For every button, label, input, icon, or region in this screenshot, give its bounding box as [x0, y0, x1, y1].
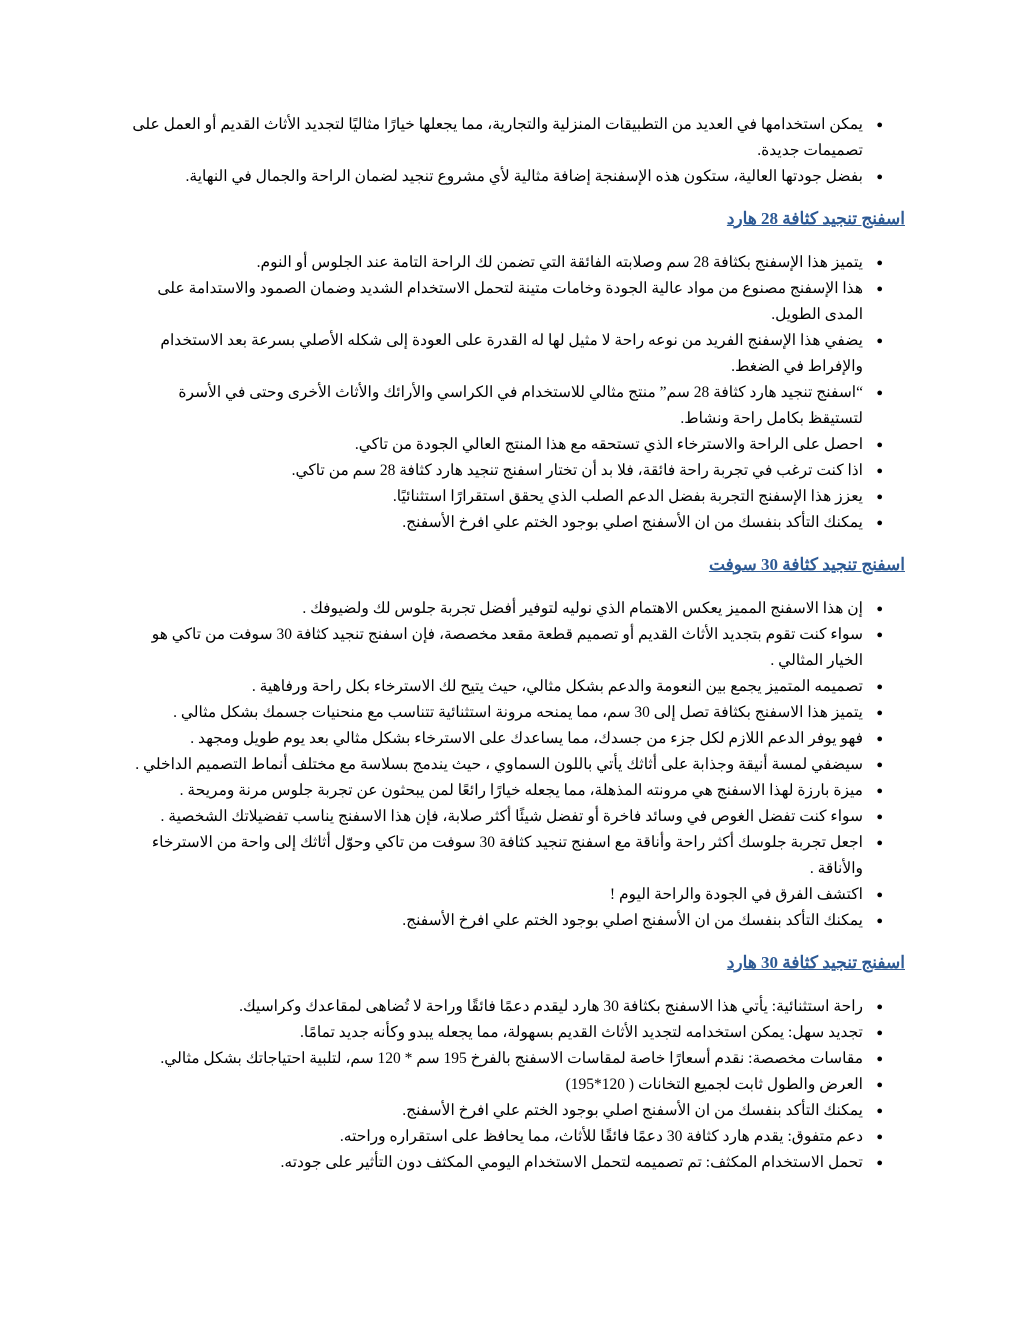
- list-item-text: إن هذا الاسفنج المميز يعكس الاهتمام الذي نوليه لتوفير أفضل تجربة جلوس لك ولضيوفك .: [302, 600, 863, 617]
- bullet-icon: ●: [876, 733, 883, 745]
- list-item-text: هذا الإسفنج مصنوع من مواد عالية الجودة وخامات متينة لتحمل الاستخدام الشديد وضمان الصمود والاستدامة على المدى الطويل.: [157, 280, 863, 323]
- list-item: [120, 804, 905, 830]
- list-item: [120, 726, 905, 752]
- list-item: [120, 1046, 905, 1072]
- list-item: [120, 484, 905, 510]
- list-item-text: مقاسات مخصصة: نقدم أسعارًا خاصة لمقاسات الاسفنج بالفرخ 195 سم * 120 سم، لتلبية احتياجاتك بشكل مثالي.: [160, 1050, 863, 1067]
- list-item-text: يضفي هذا الإسفنج الفريد من نوعه راحة لا مثيل لها له القدرة على العودة إلى شكله الأصلي بسرعة بعد الاستخدام والإفراط في الضغط.: [160, 332, 863, 375]
- bullet-icon: ●: [876, 603, 883, 615]
- list-item-text: يعزز هذا الإسفنج التجربة بفضل الدعم الصلب الذي يحقق استقرارًا استثنائيًا.: [392, 488, 863, 505]
- list-item-text: يمكنك التأكد بنفسك من ان الأسفنج اصلي بوجود الختم علي افرخ الأسفنج.: [402, 1102, 863, 1119]
- list-item-text: يمكن استخدامها في العديد من التطبيقات المنزلية والتجارية، مما يجعلها خيارًا مثاليًا لتجديد الأثاث القديم أو العمل على تصميمات جديدة.: [132, 116, 863, 159]
- list-item-text: سيضفي لمسة أنيقة وجذابة على أثاثك يأتي باللون السماوي ، حيث يندمج بسلاسة مع مختلف أنماط التصميم الداخلي .: [135, 756, 863, 773]
- bullet-icon: ●: [876, 257, 883, 269]
- bullet-icon: ●: [876, 889, 883, 901]
- list-item-text: يتميز هذا الاسفنج بكثافة تصل إلى 30 سم، مما يمنحه مرونة استثنائية تتناسب مع منحنيات جسمك بشكل مثالي .: [173, 704, 863, 721]
- bullet-icon: ●: [876, 1027, 883, 1039]
- list-item-text: اكتشف الفرق في الجودة والراحة اليوم !: [609, 886, 863, 903]
- list-item-text: بفضل جودتها العالية، ستكون هذه الإسفنجة إضافة مثالية لأي مشروع تنجيد لضمان الراحة والجمال في النهاية.: [185, 168, 863, 185]
- list-item-text: تصميمه المتميز يجمع بين النعومة والدعم بشكل مثالي، حيث يتيح لك الاسترخاء بكل راحة ورفاهية .: [251, 678, 863, 695]
- list-item-text: سواء كنت تقوم بتجديد الأثاث القديم أو تصميم قطعة مقعد مخصصة، فإن اسفنج تنجيد كثافة 30 سوفت من تاكي هو الخيار المثالي .: [151, 626, 863, 669]
- bullet-icon: ●: [876, 1157, 883, 1169]
- list-item: [120, 908, 905, 934]
- list-item: [120, 778, 905, 804]
- list-item-text: اجعل تجربة جلوسك أكثر راحة وأناقة مع اسفنج تنجيد كثافة 30 سوفت من تاكي وحوّل أثاثك إلى واحة من الاسترخاء والأناقة .: [151, 834, 863, 877]
- list-item: [120, 674, 905, 700]
- bullet-icon: ●: [876, 517, 883, 529]
- list-item-text: اذا كنت ترغب في تجربة راحة فائقة، فلا بد أن تختار اسفنج تنجيد هارد كثافة 28 سم من تاكي.: [291, 462, 863, 479]
- list-item: [120, 1020, 905, 1046]
- bullet-icon: ●: [876, 119, 883, 131]
- bullet-icon: ●: [876, 335, 883, 347]
- bullet-icon: ●: [876, 915, 883, 927]
- bullet-icon: ●: [876, 1131, 883, 1143]
- bullet-icon: ●: [876, 759, 883, 771]
- list-item: [120, 596, 905, 622]
- list-item: [120, 1072, 905, 1098]
- list-item-text: سواء كنت تفضل الغوص في وسائد فاخرة أو تفضل شيئًا أكثر صلابة، فإن هذا الاسفنج يناسب تفضيلاتك الشخصية .: [160, 808, 863, 825]
- list-item-text: راحة استثنائية: يأتي هذا الاسفنج بكثافة 30 هارد ليقدم دعمًا فائقًا وراحة لا تُضاهى لمقاعدك وكراسيك.: [239, 998, 863, 1015]
- section-30-hard-bullet-list: [120, 994, 905, 1176]
- list-item-text: ميزة بارزة لهذا الاسفنج هي مرونته المذهلة، مما يجعله خيارًا رائعًا لمن يبحثون عن تجربة جلوس مرنة ومريحة .: [179, 782, 863, 799]
- bullet-icon: ●: [876, 629, 883, 641]
- list-item-text: يتميز هذا الإسفنج بكثافة 28 سم وصلابته الفائقة التي تضمن لك الراحة التامة عند الجلوس أو النوم.: [256, 254, 863, 271]
- section-30-soft-bullet-list: [120, 596, 905, 934]
- list-item: [120, 164, 905, 190]
- bullet-icon: ●: [876, 785, 883, 797]
- bullet-icon: ●: [876, 465, 883, 477]
- list-item: [120, 328, 905, 380]
- bullet-icon: ●: [876, 1105, 883, 1117]
- list-item-text: “اسفنج تنجيد هارد كثافة 28 سم” منتج مثالي للاستخدام في الكراسي والأرائك والأثاث الأخرى وحتى في الأسرة لتستيقظ بكامل راحة ونشاط.: [178, 384, 863, 427]
- document-page: [120, 112, 905, 1176]
- list-item: [120, 1124, 905, 1150]
- list-item: [120, 250, 905, 276]
- list-item: [120, 994, 905, 1020]
- list-item: [120, 1150, 905, 1176]
- list-item-text: تجديد سهل: يمكن استخدامه لتجديد الأثاث القديم بسهولة، مما يجعله يبدو وكأنه جديد تمامًا.: [300, 1024, 863, 1041]
- list-item: [120, 700, 905, 726]
- bullet-icon: ●: [876, 837, 883, 849]
- list-item: [120, 458, 905, 484]
- bullet-icon: ●: [876, 283, 883, 295]
- bullet-icon: ●: [876, 707, 883, 719]
- list-item: [120, 882, 905, 908]
- bullet-icon: ●: [876, 1079, 883, 1091]
- list-item: [120, 276, 905, 328]
- list-item: [120, 830, 905, 882]
- list-item-text: احصل على الراحة والاسترخاء الذي تستحقه مع هذا المنتج العالي الجودة من تاكي.: [354, 436, 863, 453]
- bullet-icon: ●: [876, 811, 883, 823]
- list-item-text: العرض والطول ثابت لجميع التخانات ( 120*195): [565, 1076, 863, 1093]
- list-item: [120, 622, 905, 674]
- list-item: [120, 510, 905, 536]
- bullet-icon: ●: [876, 387, 883, 399]
- section-28-hard-bullet-list: [120, 250, 905, 536]
- bullet-icon: ●: [876, 491, 883, 503]
- bullet-icon: ●: [876, 1001, 883, 1013]
- bullet-icon: ●: [876, 1053, 883, 1065]
- list-item-text: فهو يوفر الدعم اللازم لكل جزء من جسدك، مما يساعدك على الاسترخاء بشكل مثالي بعد يوم طويل ومجهد .: [190, 730, 863, 747]
- intro-bullet-list: [120, 112, 905, 190]
- list-item: [120, 752, 905, 778]
- list-item-text: دعم متفوق: يقدم هارد كثافة 30 دعمًا فائقًا للأثاث، مما يحافظ على استقراره وراحته.: [339, 1128, 863, 1145]
- bullet-icon: ●: [876, 439, 883, 451]
- section-heading-30-hard: اسفنج تنجيد كثافة 30 هارد: [726, 953, 905, 972]
- list-item: [120, 1098, 905, 1124]
- list-item: [120, 112, 905, 164]
- list-item: [120, 380, 905, 432]
- list-item-text: تحمل الاستخدام المكثف: تم تصميمه لتحمل الاستخدام اليومي المكثف دون التأثير على جودته.: [280, 1154, 863, 1171]
- bullet-icon: ●: [876, 171, 883, 183]
- list-item: [120, 432, 905, 458]
- section-heading-28-hard: اسفنج تنجيد كثافة 28 هارد: [726, 209, 905, 228]
- list-item-text: يمكنك التأكد بنفسك من ان الأسفنج اصلي بوجود الختم علي افرخ الأسفنج.: [402, 514, 863, 531]
- list-item-text: يمكنك التأكد بنفسك من ان الأسفنج اصلي بوجود الختم علي افرخ الأسفنج.: [402, 912, 863, 929]
- section-heading-30-soft: اسفنج تنجيد كثافة 30 سوفت: [708, 555, 905, 574]
- bullet-icon: ●: [876, 681, 883, 693]
